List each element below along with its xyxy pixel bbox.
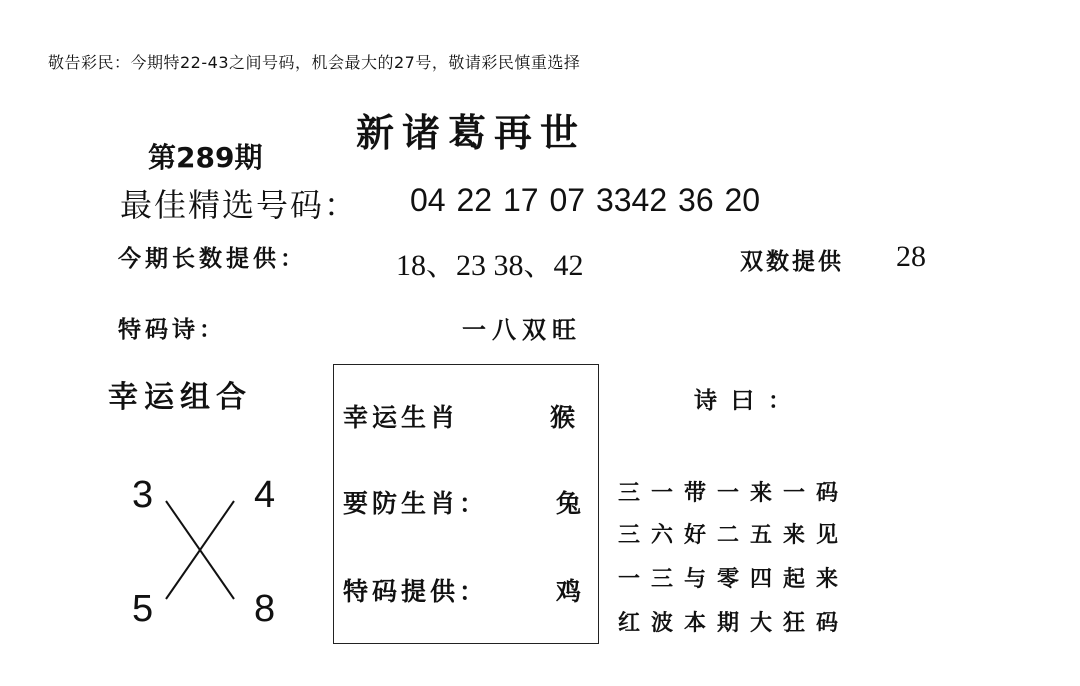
lucky-zodiac-label: 幸运生肖 xyxy=(343,403,460,432)
page-title: 新诸葛再世 xyxy=(356,111,587,155)
double-numbers-value: 28 xyxy=(896,240,926,273)
special-code-label: 特码提供： xyxy=(343,577,489,606)
issue-number: 第289期 xyxy=(148,141,263,174)
special-poem-label: 特码诗： xyxy=(118,317,226,343)
lucky-number-bottom-right: 8 xyxy=(254,588,276,630)
guard-zodiac-value: 兔 xyxy=(556,489,582,518)
best-numbers-label: 最佳精选号码： xyxy=(120,186,359,224)
verse-line: 三六好二五来见 xyxy=(618,523,850,548)
special-code-value: 鸡 xyxy=(556,577,582,606)
lucky-combo-title: 幸运组合 xyxy=(108,380,252,415)
lucky-zodiac-value: 猴 xyxy=(550,403,576,432)
lucky-number-top-left: 3 xyxy=(132,474,154,516)
long-numbers-label: 今期长数提供： xyxy=(118,246,307,272)
verse-line: 一三与零四起来 xyxy=(618,567,850,592)
lucky-number-top-right: 4 xyxy=(254,474,276,516)
best-numbers-value: 04 22 17 07 3342 36 20 xyxy=(410,182,761,218)
verse-title: 诗曰： xyxy=(694,388,805,414)
cross-lines-icon xyxy=(160,495,240,605)
notice-text: 敬告彩民：今期特22-43之间号码，机会最大的27号，敬请彩民慎重选择 xyxy=(48,53,581,72)
special-poem-value: 一八双旺 xyxy=(462,316,582,344)
verse-line: 红波本期大狂码 xyxy=(618,611,850,636)
guard-zodiac-label: 要防生肖： xyxy=(343,489,489,518)
long-numbers-value: 18、23 38、42 xyxy=(396,249,584,282)
verse-line: 三一带一来一码 xyxy=(618,481,850,506)
lucky-number-bottom-left: 5 xyxy=(132,588,154,630)
double-numbers-label: 双数提供 xyxy=(740,249,844,275)
